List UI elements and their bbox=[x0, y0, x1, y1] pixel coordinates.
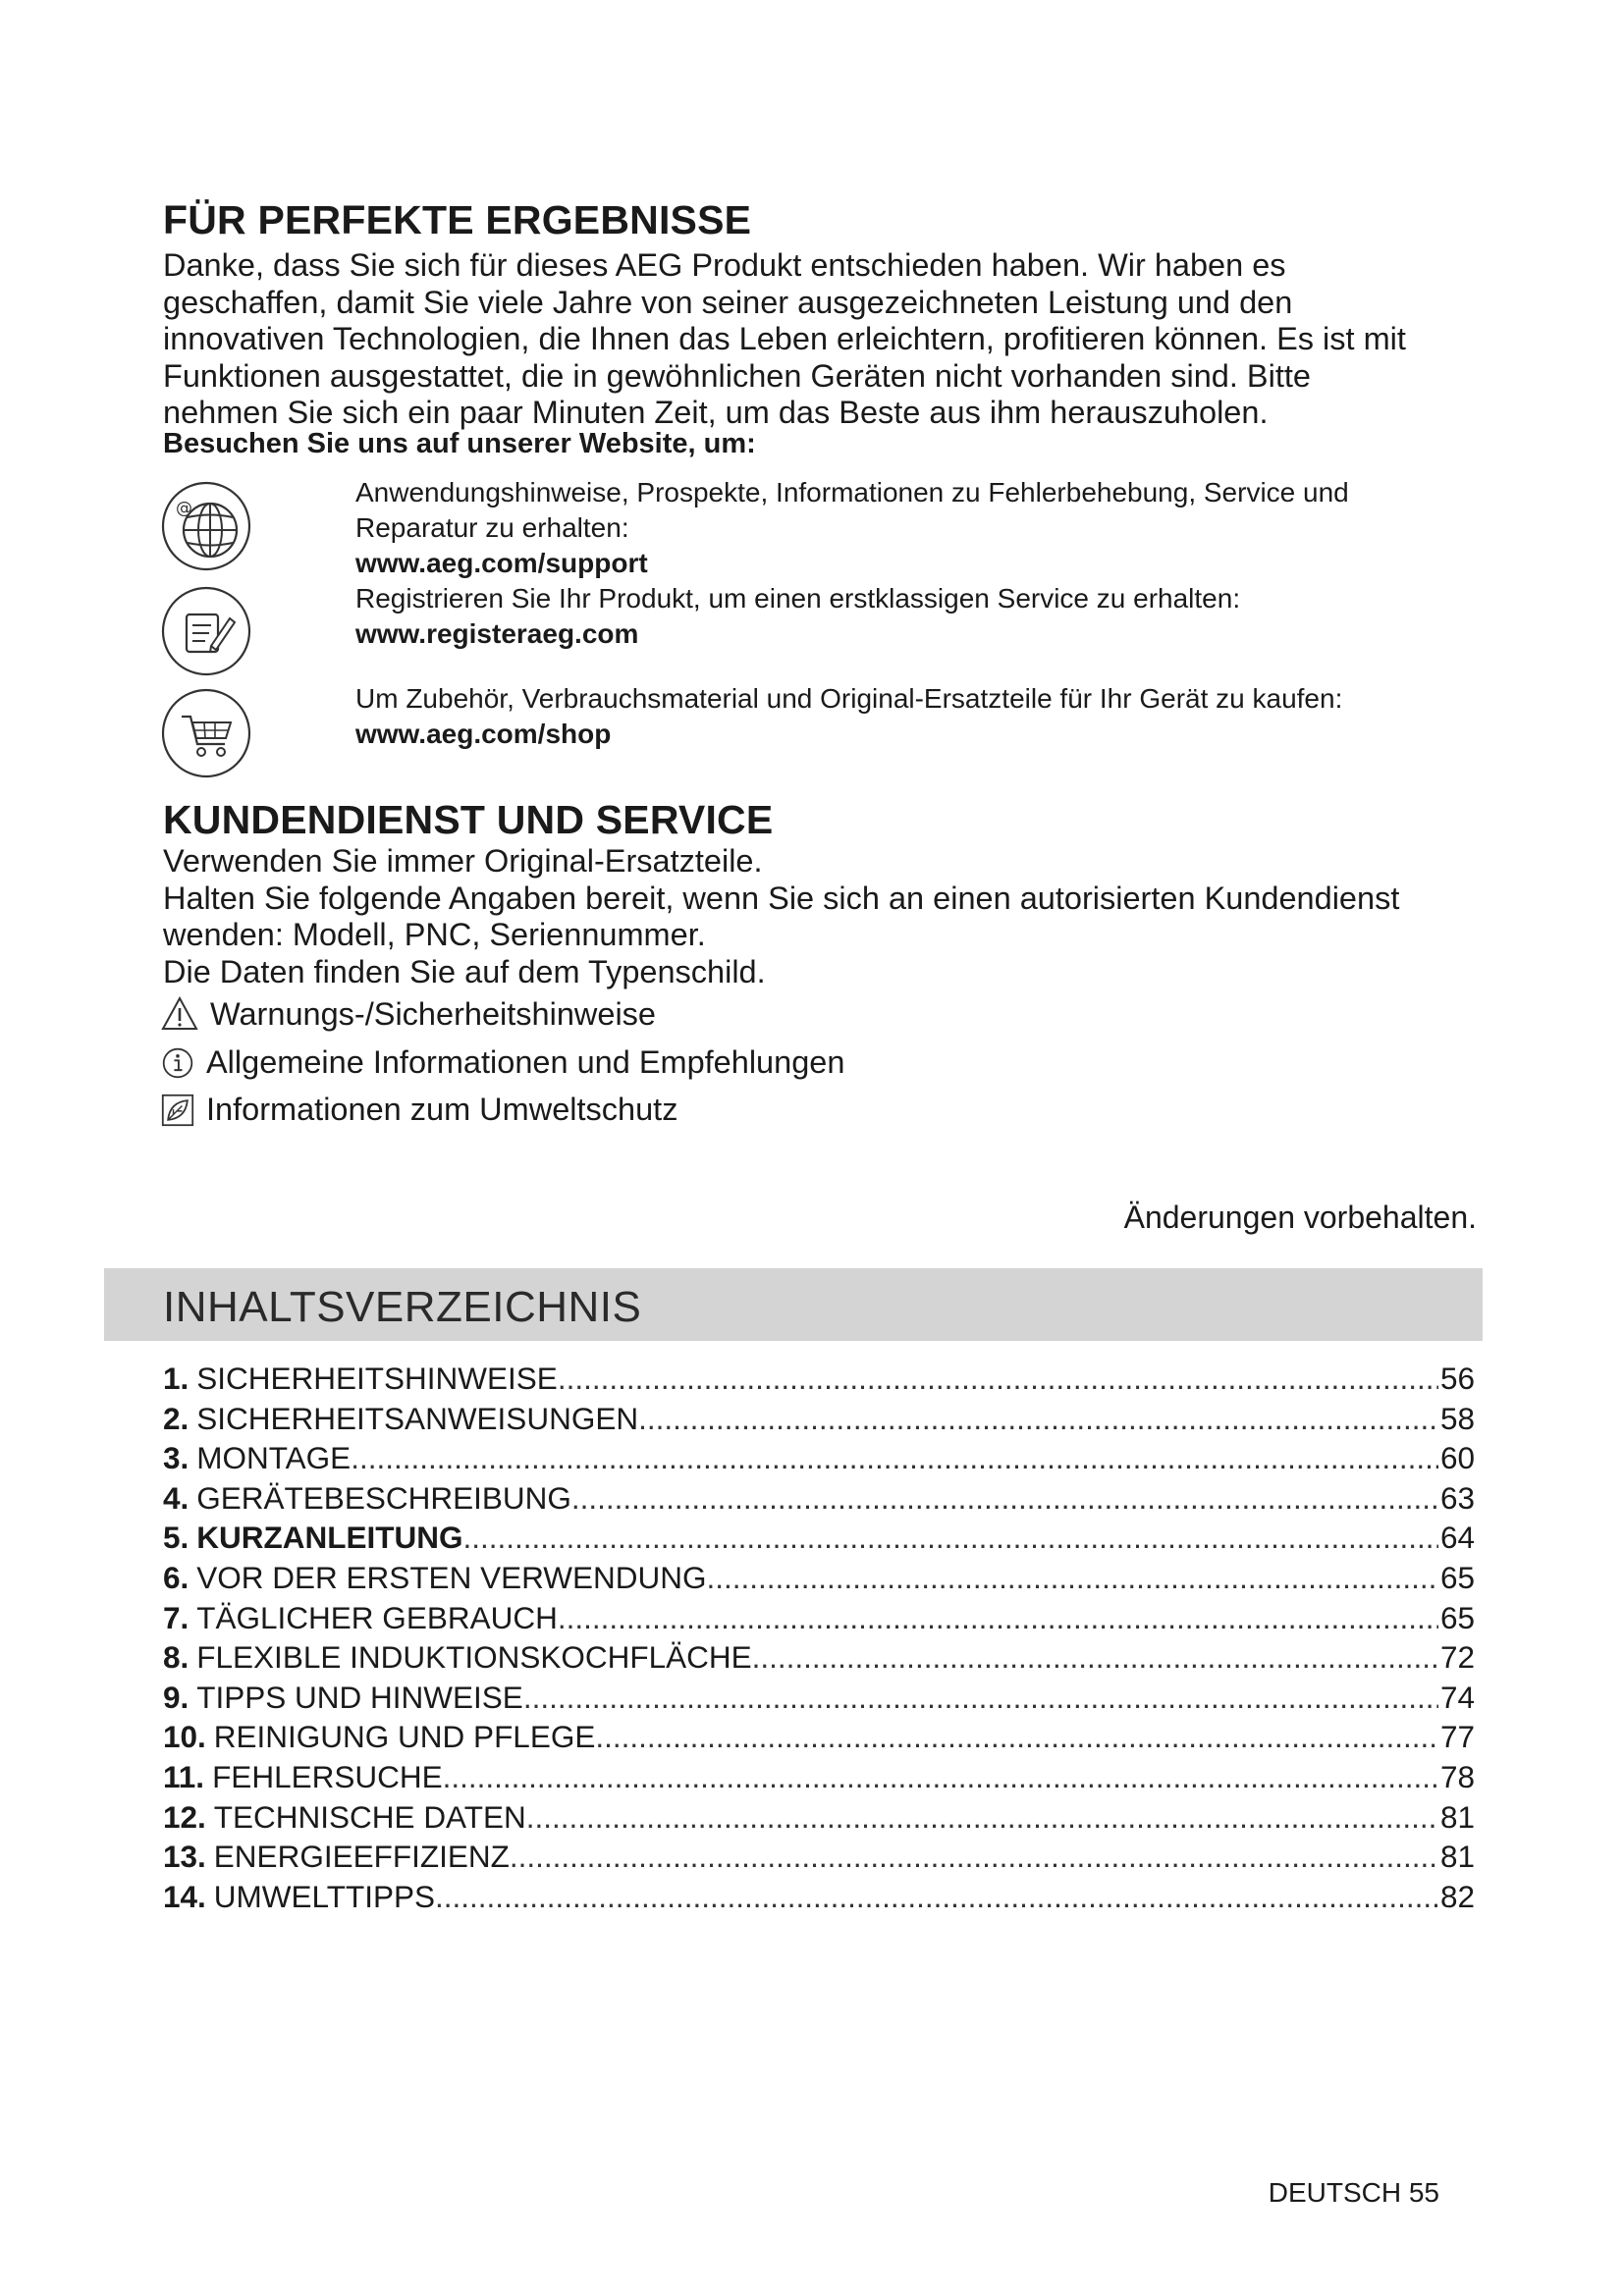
toc-entry[interactable] bbox=[163, 1839, 1475, 1879]
visit-website-label: Besuchen Sie uns auf unserer Website, um: bbox=[163, 428, 756, 459]
toc-entry[interactable] bbox=[163, 1639, 1475, 1680]
toc-entry[interactable] bbox=[163, 1799, 1475, 1840]
toc-entry-page: 58 bbox=[1439, 1400, 1475, 1436]
toc-entry-page: 63 bbox=[1439, 1479, 1475, 1516]
toc-entry-number: 7. bbox=[163, 1599, 189, 1635]
toc-entry-number: 6. bbox=[163, 1559, 189, 1595]
toc-entry-page: 65 bbox=[1439, 1599, 1475, 1635]
toc-dot-leader bbox=[558, 1361, 1438, 1397]
cart-icon bbox=[160, 687, 252, 779]
toc-dot-leader bbox=[523, 1680, 1438, 1716]
legend-environment bbox=[161, 1092, 677, 1128]
register-icon bbox=[160, 585, 252, 677]
toc-dot-leader bbox=[638, 1401, 1438, 1437]
register-link[interactable]: www.registeraeg.com bbox=[355, 618, 639, 649]
service-line: Halten Sie folgende Angaben bereit, wenn Sie sich an einen autorisierten Kundendienst bbox=[163, 880, 1400, 916]
toc-dot-leader bbox=[435, 1879, 1438, 1915]
toc-entry-number: 2. bbox=[163, 1400, 189, 1436]
toc-entry-label: GERÄTEBESCHREIBUNG bbox=[196, 1479, 571, 1516]
toc-entry-page: 74 bbox=[1439, 1679, 1475, 1715]
toc-entry[interactable] bbox=[163, 1719, 1475, 1759]
toc-entry-number: 12. bbox=[163, 1798, 206, 1835]
toc-entry-number: 14. bbox=[163, 1878, 206, 1914]
toc-title: INHALTSVERZEICHNIS bbox=[163, 1283, 642, 1331]
toc-entry-label: TECHNISCHE DATEN bbox=[213, 1798, 526, 1835]
leaf-icon bbox=[161, 1094, 194, 1127]
toc-entry-number: 10. bbox=[163, 1719, 206, 1755]
toc-entry-page: 56 bbox=[1439, 1361, 1475, 1396]
toc-entry[interactable] bbox=[163, 1680, 1475, 1720]
service-line: Verwenden Sie immer Original-Ersatzteile. bbox=[163, 843, 763, 879]
toc-entry-label: VOR DER ERSTEN VERWENDUNG bbox=[196, 1559, 707, 1595]
website-item-register bbox=[355, 581, 1485, 652]
toc-entry-number: 8. bbox=[163, 1639, 189, 1676]
page-footer: DEUTSCH 55 bbox=[1268, 2177, 1439, 2208]
toc-entry-page: 65 bbox=[1439, 1559, 1475, 1595]
legend-text: Informationen zum Umweltschutz bbox=[206, 1092, 678, 1127]
toc-dot-leader bbox=[463, 1520, 1438, 1556]
toc-dot-leader bbox=[558, 1600, 1438, 1636]
toc-entry-number: 5. bbox=[163, 1520, 189, 1556]
toc-dot-leader bbox=[707, 1560, 1438, 1596]
toc-entry-label: UMWELTTIPPS bbox=[213, 1878, 435, 1914]
toc-dot-leader bbox=[752, 1639, 1438, 1676]
toc-entry[interactable] bbox=[163, 1361, 1475, 1401]
website-item-text: Anwendungshinweise, Prospekte, Informationen zu Fehlerbehebung, Service und bbox=[355, 477, 1349, 507]
toc-dot-leader bbox=[595, 1719, 1438, 1755]
toc-entry-number: 1. bbox=[163, 1361, 189, 1396]
section-title-results: FÜR PERFEKTE ERGEBNISSE bbox=[163, 197, 752, 242]
website-item-text: Reparatur zu erhalten: bbox=[355, 512, 629, 543]
toc-dot-leader bbox=[510, 1839, 1438, 1875]
toc-entry-label: KURZANLEITUNG bbox=[196, 1520, 463, 1556]
toc-entry-label: FLEXIBLE INDUKTIONSKOCHFLÄCHE bbox=[196, 1639, 752, 1676]
svg-text:@: @ bbox=[176, 499, 192, 518]
changes-reserved-note: Änderungen vorbehalten. bbox=[1123, 1200, 1477, 1235]
toc-entry-number: 11. bbox=[163, 1758, 205, 1794]
toc-dot-leader bbox=[571, 1480, 1438, 1517]
section-title-service: KUNDENDIENST UND SERVICE bbox=[163, 797, 774, 842]
toc-entry-label: REINIGUNG UND PFLEGE bbox=[213, 1719, 596, 1755]
warning-icon bbox=[161, 995, 198, 1033]
toc-dot-leader bbox=[443, 1759, 1438, 1795]
toc-entry[interactable] bbox=[163, 1759, 1475, 1799]
info-icon bbox=[161, 1046, 194, 1080]
table-of-contents bbox=[163, 1361, 1475, 1918]
toc-entry[interactable] bbox=[163, 1520, 1475, 1560]
shop-link[interactable]: www.aeg.com/shop bbox=[355, 719, 612, 749]
toc-entry[interactable] bbox=[163, 1480, 1475, 1521]
toc-entry[interactable] bbox=[163, 1600, 1475, 1640]
intro-line: geschaffen, damit Sie viele Jahre von seiner ausgezeichneten Leistung und den bbox=[163, 284, 1293, 320]
website-item-text: Registrieren Sie Ihr Produkt, um einen erstklassigen Service zu erhalten: bbox=[355, 583, 1241, 614]
toc-entry-number: 9. bbox=[163, 1679, 189, 1715]
toc-entry-page: 72 bbox=[1439, 1639, 1475, 1676]
toc-entry-page: 64 bbox=[1439, 1520, 1475, 1556]
intro-line: nehmen Sie sich ein paar Minuten Zeit, um das Beste aus ihm herauszuholen. bbox=[163, 395, 1269, 430]
toc-entry-label: ENERGIEEFFIZIENZ bbox=[213, 1839, 510, 1875]
toc-entry-label: SICHERHEITSANWEISUNGEN bbox=[196, 1400, 639, 1436]
service-line: wenden: Modell, PNC, Seriennummer. bbox=[163, 917, 706, 952]
website-item-shop bbox=[355, 681, 1485, 752]
legend-info bbox=[161, 1044, 844, 1081]
toc-entry-label: MONTAGE bbox=[196, 1440, 352, 1476]
toc-entry[interactable] bbox=[163, 1440, 1475, 1480]
toc-entry-page: 60 bbox=[1439, 1440, 1475, 1476]
toc-entry-number: 13. bbox=[163, 1839, 206, 1875]
toc-dot-leader bbox=[351, 1440, 1438, 1476]
legend-text: Warnungs-/Sicherheitshinweise bbox=[210, 995, 657, 1032]
website-item-text: Um Zubehör, Verbrauchsmaterial und Original-Ersatzteile für Ihr Gerät zu kaufen: bbox=[355, 683, 1343, 714]
toc-entry-page: 81 bbox=[1439, 1798, 1475, 1835]
toc-entry-number: 4. bbox=[163, 1479, 189, 1516]
intro-paragraph bbox=[163, 247, 1479, 432]
service-line: Die Daten finden Sie auf dem Typenschild. bbox=[163, 953, 766, 989]
toc-entry-page: 77 bbox=[1439, 1719, 1475, 1755]
intro-line: Funktionen ausgestattet, die in gewöhnlichen Geräten nicht vorhanden sind. Bitte bbox=[163, 357, 1311, 394]
toc-entry-page: 78 bbox=[1439, 1758, 1475, 1794]
toc-entry-page: 81 bbox=[1439, 1839, 1475, 1875]
toc-entry-label: TIPPS UND HINWEISE bbox=[196, 1679, 523, 1715]
toc-entry[interactable] bbox=[163, 1560, 1475, 1600]
intro-line: Danke, dass Sie sich für dieses AEG Produkt entschieden haben. Wir haben es bbox=[163, 247, 1286, 283]
toc-entry[interactable] bbox=[163, 1879, 1475, 1919]
toc-entry-label: SICHERHEITSHINWEISE bbox=[196, 1361, 558, 1396]
legend-text: Allgemeine Informationen und Empfehlungen bbox=[206, 1044, 845, 1080]
toc-entry-page: 82 bbox=[1439, 1878, 1475, 1914]
legend-warning bbox=[161, 995, 656, 1033]
toc-entry-label: TÄGLICHER GEBRAUCH bbox=[196, 1599, 558, 1635]
globe-icon bbox=[160, 480, 252, 572]
toc-entry-label: FEHLERSUCHE bbox=[212, 1758, 443, 1794]
toc-entry[interactable] bbox=[163, 1401, 1475, 1441]
support-link[interactable]: www.aeg.com/support bbox=[355, 548, 648, 578]
intro-line: innovativen Technologien, die Ihnen das Leben erleichtern, profitieren können. Es ist mit bbox=[163, 321, 1406, 356]
service-paragraph bbox=[163, 843, 1479, 990]
toc-entry-number: 3. bbox=[163, 1440, 189, 1476]
website-item-support bbox=[355, 475, 1485, 581]
toc-dot-leader bbox=[526, 1799, 1438, 1836]
